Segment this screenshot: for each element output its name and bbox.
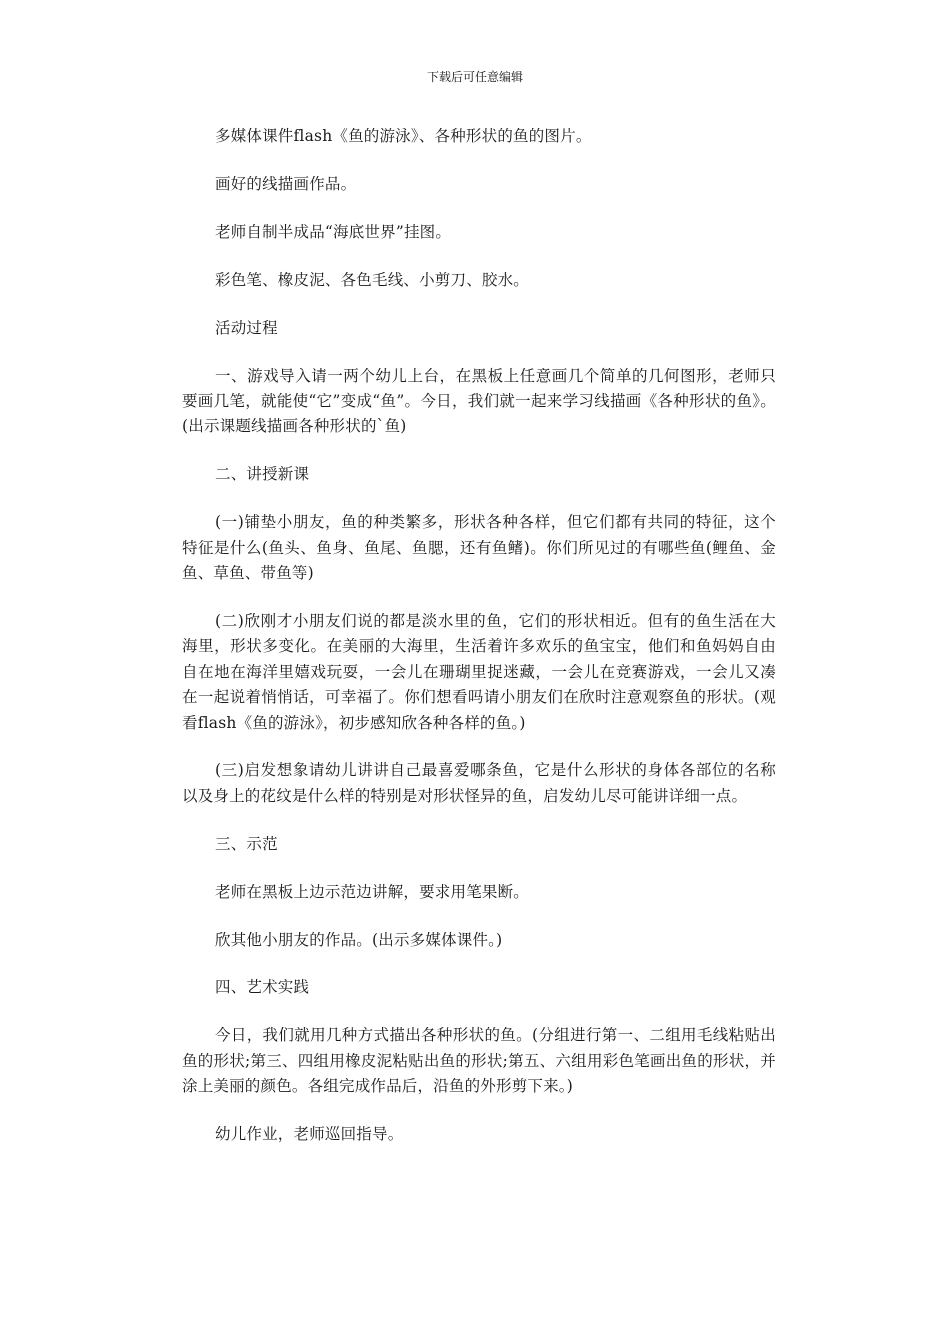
paragraph-materials-media: 多媒体课件flash《鱼的游泳》、各种形状的鱼的图片。 xyxy=(215,127,592,145)
section-heading-new-lesson: 二、讲授新课 xyxy=(215,465,310,484)
paragraph-lesson-part-three: (三)启发想象请幼儿讲讲自己最喜爱哪条鱼，它是什么形状的身体各部位的名称以及身上的花纹是什么样的特别是对形状怪异的鱼，启发幼儿尽可能讲详细一点。 xyxy=(182,761,776,805)
paragraph-practice-groups: 今日，我们就用几种方式描出各种形状的鱼。(分组进行第一、二组用毛线粘贴出鱼的形状;第三、四组用橡皮泥粘贴出鱼的形状;第五、六组用彩色笔画出鱼的形状，并涂上美丽的颜色。各组完成作品后，沿鱼的外形剪下来。) xyxy=(182,1026,776,1096)
paragraph-demo-works: 欣其他小朋友的作品。(出示多媒体课件。) xyxy=(215,930,503,949)
paragraph-materials-wallchart: 老师自制半成品“海底世界”挂图。 xyxy=(215,222,452,241)
paragraph-materials-supplies: 彩色笔、橡皮泥、各色毛线、小剪刀、胶水。 xyxy=(215,270,530,289)
paragraph-demo-teacher: 老师在黑板上边示范边讲解，要求用笔果断。 xyxy=(215,882,530,901)
section-heading-practice: 四、艺术实践 xyxy=(215,978,310,997)
section-heading-process: 活动过程 xyxy=(215,318,278,337)
document-body xyxy=(182,124,776,1170)
paragraph-materials-drawings: 画好的线描画作品。 xyxy=(215,174,357,193)
page-header: 下载后可任意编辑 xyxy=(426,70,523,84)
paragraph-step-one-intro: 一、游戏导入请一两个幼儿上台，在黑板上任意画几个简单的几何图形，老师只要画几笔，就能使“它”变成“鱼”。今日，我们就一起来学习线描画《各种形状的鱼》。(出示课题线描画各种形状的`鱼) xyxy=(182,366,776,436)
paragraph-lesson-part-two: (二)欣刚才小朋友们说的都是淡水里的鱼，它们的形状相近。但有的鱼生活在大海里，形状多变化。在美丽的大海里，生活着许多欢乐的鱼宝宝，他们和鱼妈妈自由自在地在海洋里嬉戏玩耍，一会儿在珊瑚里捉迷藏，一会儿在竞赛游戏，一会儿又凑在一起说着悄悄话，可幸福了。你们想看吗请小朋友们在欣时注意观察鱼的形状。(观看flash《鱼的游泳》，初步感知欣各种各样的鱼。) xyxy=(182,611,776,732)
section-heading-demo: 三、示范 xyxy=(215,834,278,853)
paragraph-lesson-part-one: (一)铺垫小朋友，鱼的种类繁多，形状各种各样，但它们都有共同的特征，这个特征是什么(鱼头、鱼身、鱼尾、鱼腮，还有鱼鳍)。你们所见过的有哪些鱼(鲤鱼、金鱼、草鱼、带鱼等) xyxy=(182,513,776,582)
paragraph-practice-guidance: 幼儿作业，老师巡回指导。 xyxy=(215,1125,404,1144)
